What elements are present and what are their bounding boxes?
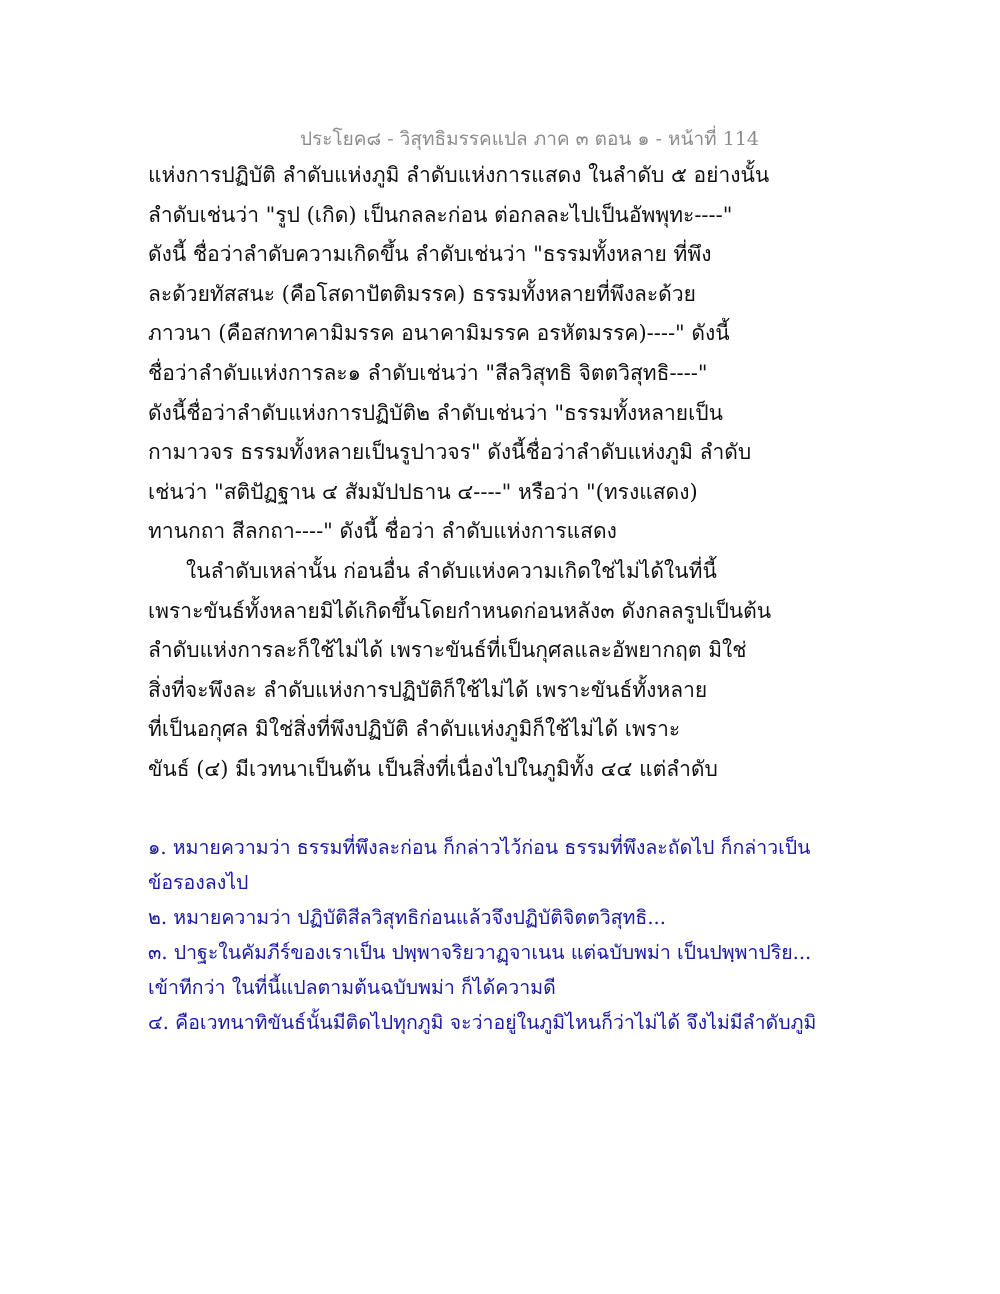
paragraph-start-line: ในลำดับเหล่านั้น ก่อนอื่น ลำดับแห่งความเกิดใช่ไม่ได้ในที่นี้ [186,558,717,583]
footnote-3-continued: เข้าทีกว่า ในที่นี้แปลตามต้นฉบับพม่า ก็ได้ความดี [148,976,556,999]
body-line: ลำดับเช่นว่า "รูป (เกิด) เป็นกลละก่อน ต่อกลละไปเป็นอัพพุทะ----" [148,202,733,227]
body-line: ทานกถา สีลกถา----" ดังนี้ ชื่อว่า ลำดับแห่งการแสดง [148,519,617,544]
body-line: ขันธ์ (๔) มีเวทนาเป็นต้น เป็นสิ่งที่เนื่องไปในภูมิทั้ง ๔๔ แต่ลำดับ [148,756,718,781]
body-line: ละด้วยทัสสนะ (คือโสดาปัตติมรรค) ธรรมทั้งหลายที่พึงละด้วย [148,281,696,306]
footnote-1: ๑. หมายความว่า ธรรมที่พึงละก่อน ก็กล่าวไว้ก่อน ธรรมที่พึงละถัดไป ก็กล่าวเป็น [148,836,811,859]
body-text [148,156,772,790]
page-header: ประโยค๘ - วิสุทธิมรรคแปล ภาค ๓ ตอน ๑ - หน้าที่ 114 [300,128,760,150]
body-line: สิ่งที่จะพึงละ ลำดับแห่งการปฏิบัติก็ใช้ไม่ได้ เพราะขันธ์ทั้งหลาย [148,677,708,702]
body-line: ลำดับแห่งการละก็ใช้ไม่ได้ เพราะขันธ์ที่เป็นกุศลและอัพยากฤต มิใช่ [148,638,747,663]
footnotes [148,830,817,1040]
body-line: เช่นว่า "สติปัฏฐาน ๔ สัมมัปปธาน ๔----" หรือว่า "(ทรงแสดง) [148,479,698,504]
footnote-1-continued: ข้อรองลงไป [148,871,249,894]
body-line: ภาวนา (คือสกทาคามิมรรค อนาคามิมรรค อรหัตมรรค)----" ดังนี้ [148,321,730,346]
body-line: ชื่อว่าลำดับแห่งการละ๑ ลำดับเช่นว่า "สีลวิสุทธิ จิตตวิสุทธิ----" [148,360,708,385]
footnote-2: ๒. หมายความว่า ปฏิบัติสีลวิสุทธิก่อนแล้วจึงปฏิบัติจิตตวิสุทธิ... [148,906,666,929]
body-line: ดังนี้ชื่อว่าลำดับแห่งการปฏิบัติ๒ ลำดับเช่นว่า "ธรรมทั้งหลายเป็น [148,400,723,425]
body-line: เพราะขันธ์ทั้งหลายมิได้เกิดขึ้นโดยกำหนดก่อนหลัง๓ ดังกลลรูปเป็นต้น [148,598,772,623]
body-line: ดังนี้ ชื่อว่าลำดับความเกิดขึ้น ลำดับเช่นว่า "ธรรมทั้งหลาย ที่พึง [148,242,712,267]
footnote-4: ๔. คือเวทนาทิขันธ์นั้นมีติดไปทุกภูมิ จะว่าอยู่ในภูมิไหนก็ว่าไม่ได้ จึงไม่มีลำดับภูมิ [148,1011,817,1034]
body-line: กามาวจร ธรรมทั้งหลายเป็นรูปาวจร" ดังนี้ชื่อว่าลำดับแห่งภูมิ ลำดับ [148,440,752,465]
body-line: ที่เป็นอกุศล มิใช่สิ่งที่พึงปฏิบัติ ลำดับแห่งภูมิก็ใช้ไม่ได้ เพราะ [148,717,681,742]
body-line: แห่งการปฏิบัติ ลำดับแห่งภูมิ ลำดับแห่งการแสดง ในลำดับ ๕ อย่างนั้น [148,163,770,187]
footnote-3: ๓. ปาฐะในคัมภีร์ของเราเป็น ปพฺพาจริยวาฏฺจาเนน แต่ฉบับพม่า เป็นปพฺพาปริย... [148,941,812,964]
